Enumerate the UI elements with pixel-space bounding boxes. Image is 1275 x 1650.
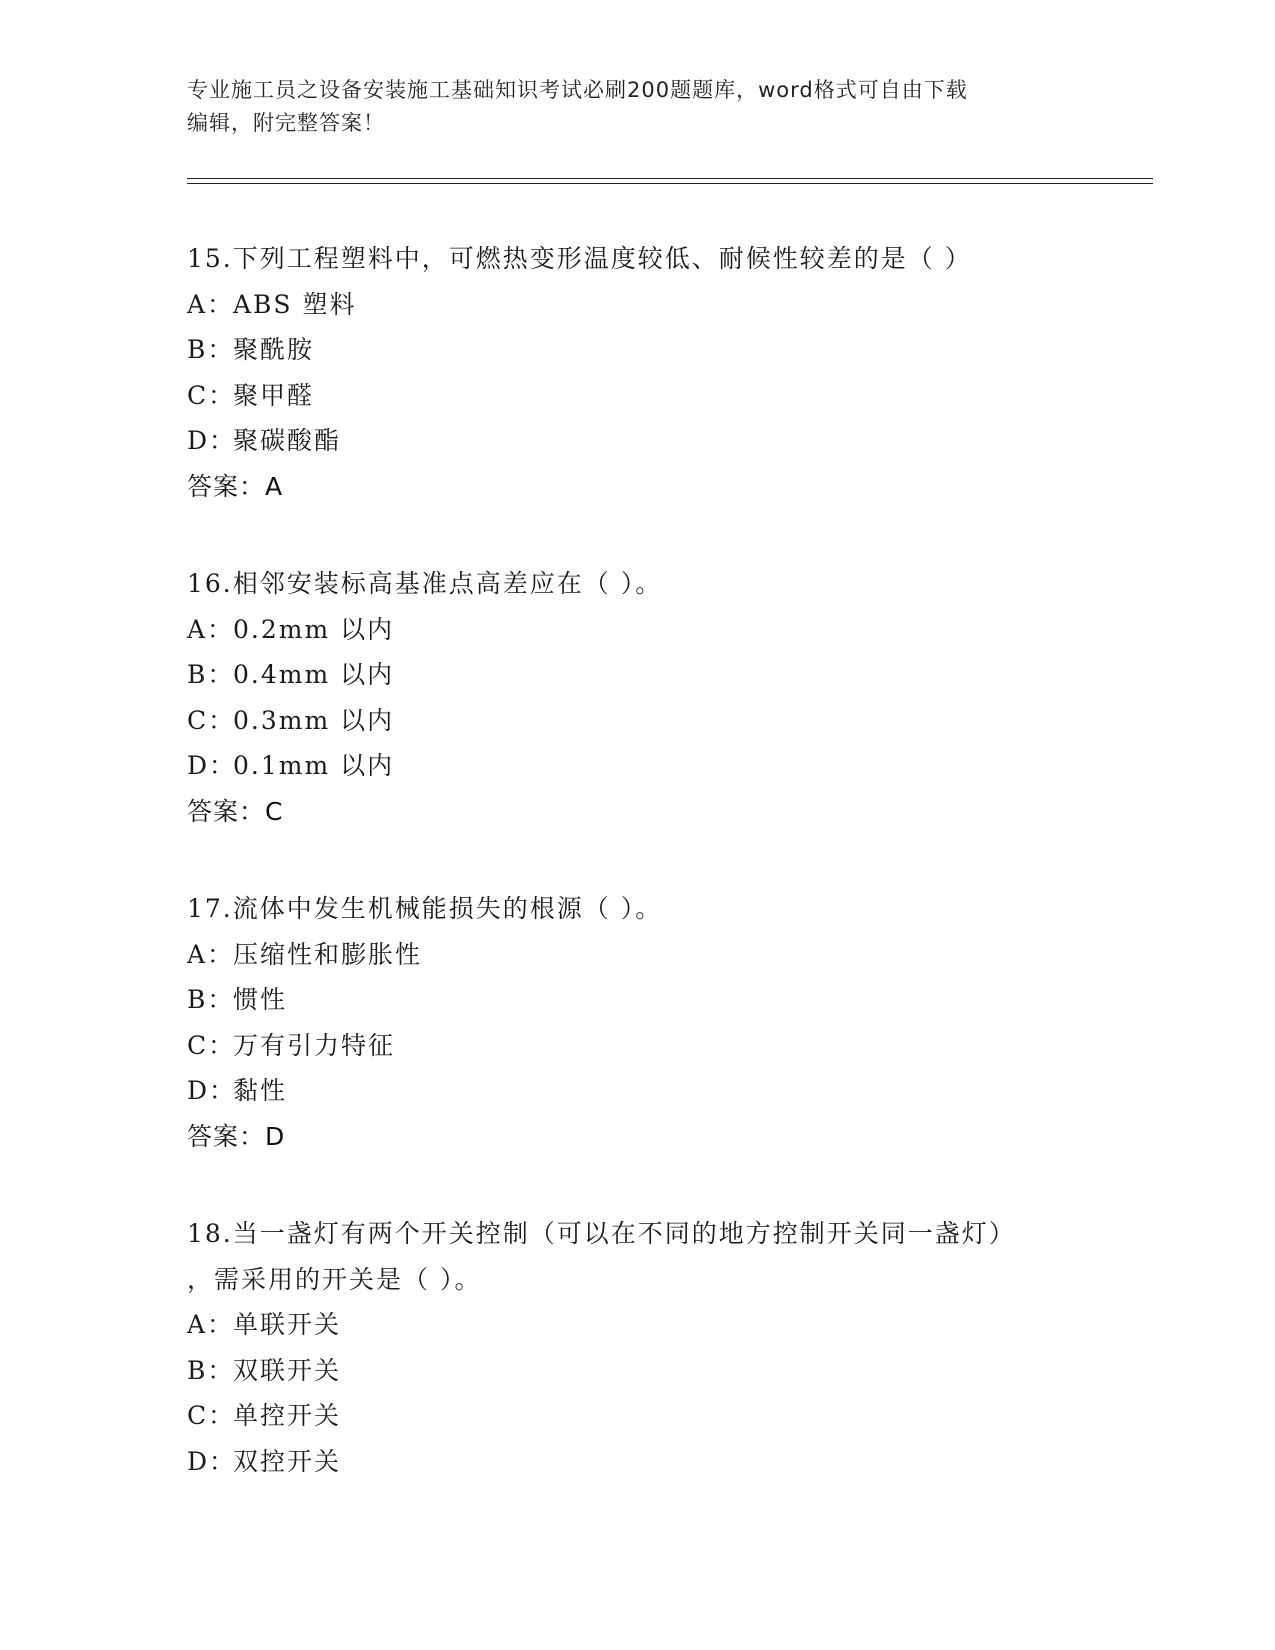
option-label: A： — [187, 1310, 235, 1339]
option-label: D： — [187, 1076, 237, 1105]
option-text: 聚甲醛 — [233, 380, 315, 410]
option-label: B： — [187, 335, 235, 364]
option-c — [187, 698, 1087, 744]
option-text: 单联开关 — [233, 1310, 342, 1339]
option-label: D： — [187, 751, 237, 780]
option-label: D： — [187, 1446, 237, 1476]
header-divider-bottom — [187, 183, 1153, 184]
option-text: 聚酰胺 — [233, 335, 315, 364]
option-c — [187, 1393, 1087, 1439]
question-16 — [187, 561, 1087, 834]
option-label: C： — [187, 705, 236, 735]
option-b — [187, 977, 1087, 1023]
document-header — [187, 74, 1087, 140]
option-text: 双联开关 — [233, 1355, 342, 1385]
option-label: A： — [187, 939, 235, 969]
option-label: C： — [187, 380, 236, 410]
option-a — [187, 932, 1087, 978]
option-text: 0.4mm 以内 — [233, 660, 395, 689]
option-text: ABS 塑料 — [233, 289, 357, 319]
question-title: 17.流体中发生机械能损失的根源（ ）。 — [187, 894, 663, 923]
option-text: 0.3mm 以内 — [233, 705, 395, 735]
question-17 — [187, 886, 1087, 1159]
option-a — [187, 607, 1087, 653]
option-label: B： — [187, 660, 235, 689]
option-label: D： — [187, 426, 237, 455]
option-b — [187, 327, 1087, 373]
option-b — [187, 652, 1087, 698]
option-text: 惯性 — [233, 985, 288, 1014]
option-b — [187, 1348, 1087, 1394]
answer: 答案：C — [187, 796, 284, 826]
answer: 答案：D — [187, 1121, 286, 1151]
option-text: 0.2mm 以内 — [233, 614, 395, 644]
option-text: 黏性 — [233, 1076, 288, 1105]
option-text: 0.1mm 以内 — [233, 751, 395, 780]
option-label: A： — [187, 614, 235, 644]
option-text: 聚碳酸酯 — [233, 426, 342, 455]
question-list — [187, 236, 1087, 1536]
option-text: 万有引力特征 — [233, 1030, 396, 1060]
option-text: 双控开关 — [233, 1446, 342, 1476]
option-d — [187, 418, 1087, 464]
answer: 答案：A — [187, 471, 284, 501]
header-line-2: 编辑，附完整答案！ — [187, 111, 385, 135]
question-title: 15.下列工程塑料中，可燃热变形温度较低、耐候性较差的是（ ） — [187, 244, 972, 273]
option-c — [187, 373, 1087, 419]
option-label: C： — [187, 1030, 236, 1060]
option-label: A： — [187, 289, 235, 319]
option-a — [187, 1302, 1087, 1348]
question-title: 18.当一盏灯有两个开关控制（可以在不同的地方控制开关同一盏灯） — [187, 1219, 1016, 1248]
option-c — [187, 1023, 1087, 1069]
option-d — [187, 743, 1087, 789]
question-title-continued: ，需采用的开关是（ ）。 — [187, 1264, 482, 1294]
question-title: 16.相邻安装标高基准点高差应在（ ）。 — [187, 569, 663, 598]
option-label: C： — [187, 1401, 236, 1430]
header-line-1: 专业施工员之设备安装施工基础知识考试必刷200题题库，word格式可自由下载 — [187, 78, 968, 102]
option-label: B： — [187, 1355, 235, 1385]
question-18 — [187, 1211, 1087, 1484]
option-d — [187, 1439, 1087, 1485]
option-a — [187, 282, 1087, 328]
option-d — [187, 1068, 1087, 1114]
question-15 — [187, 236, 1087, 509]
option-label: B： — [187, 985, 235, 1014]
option-text: 单控开关 — [233, 1401, 342, 1430]
header-divider-top — [187, 178, 1153, 179]
option-text: 压缩性和膨胀性 — [233, 939, 423, 969]
